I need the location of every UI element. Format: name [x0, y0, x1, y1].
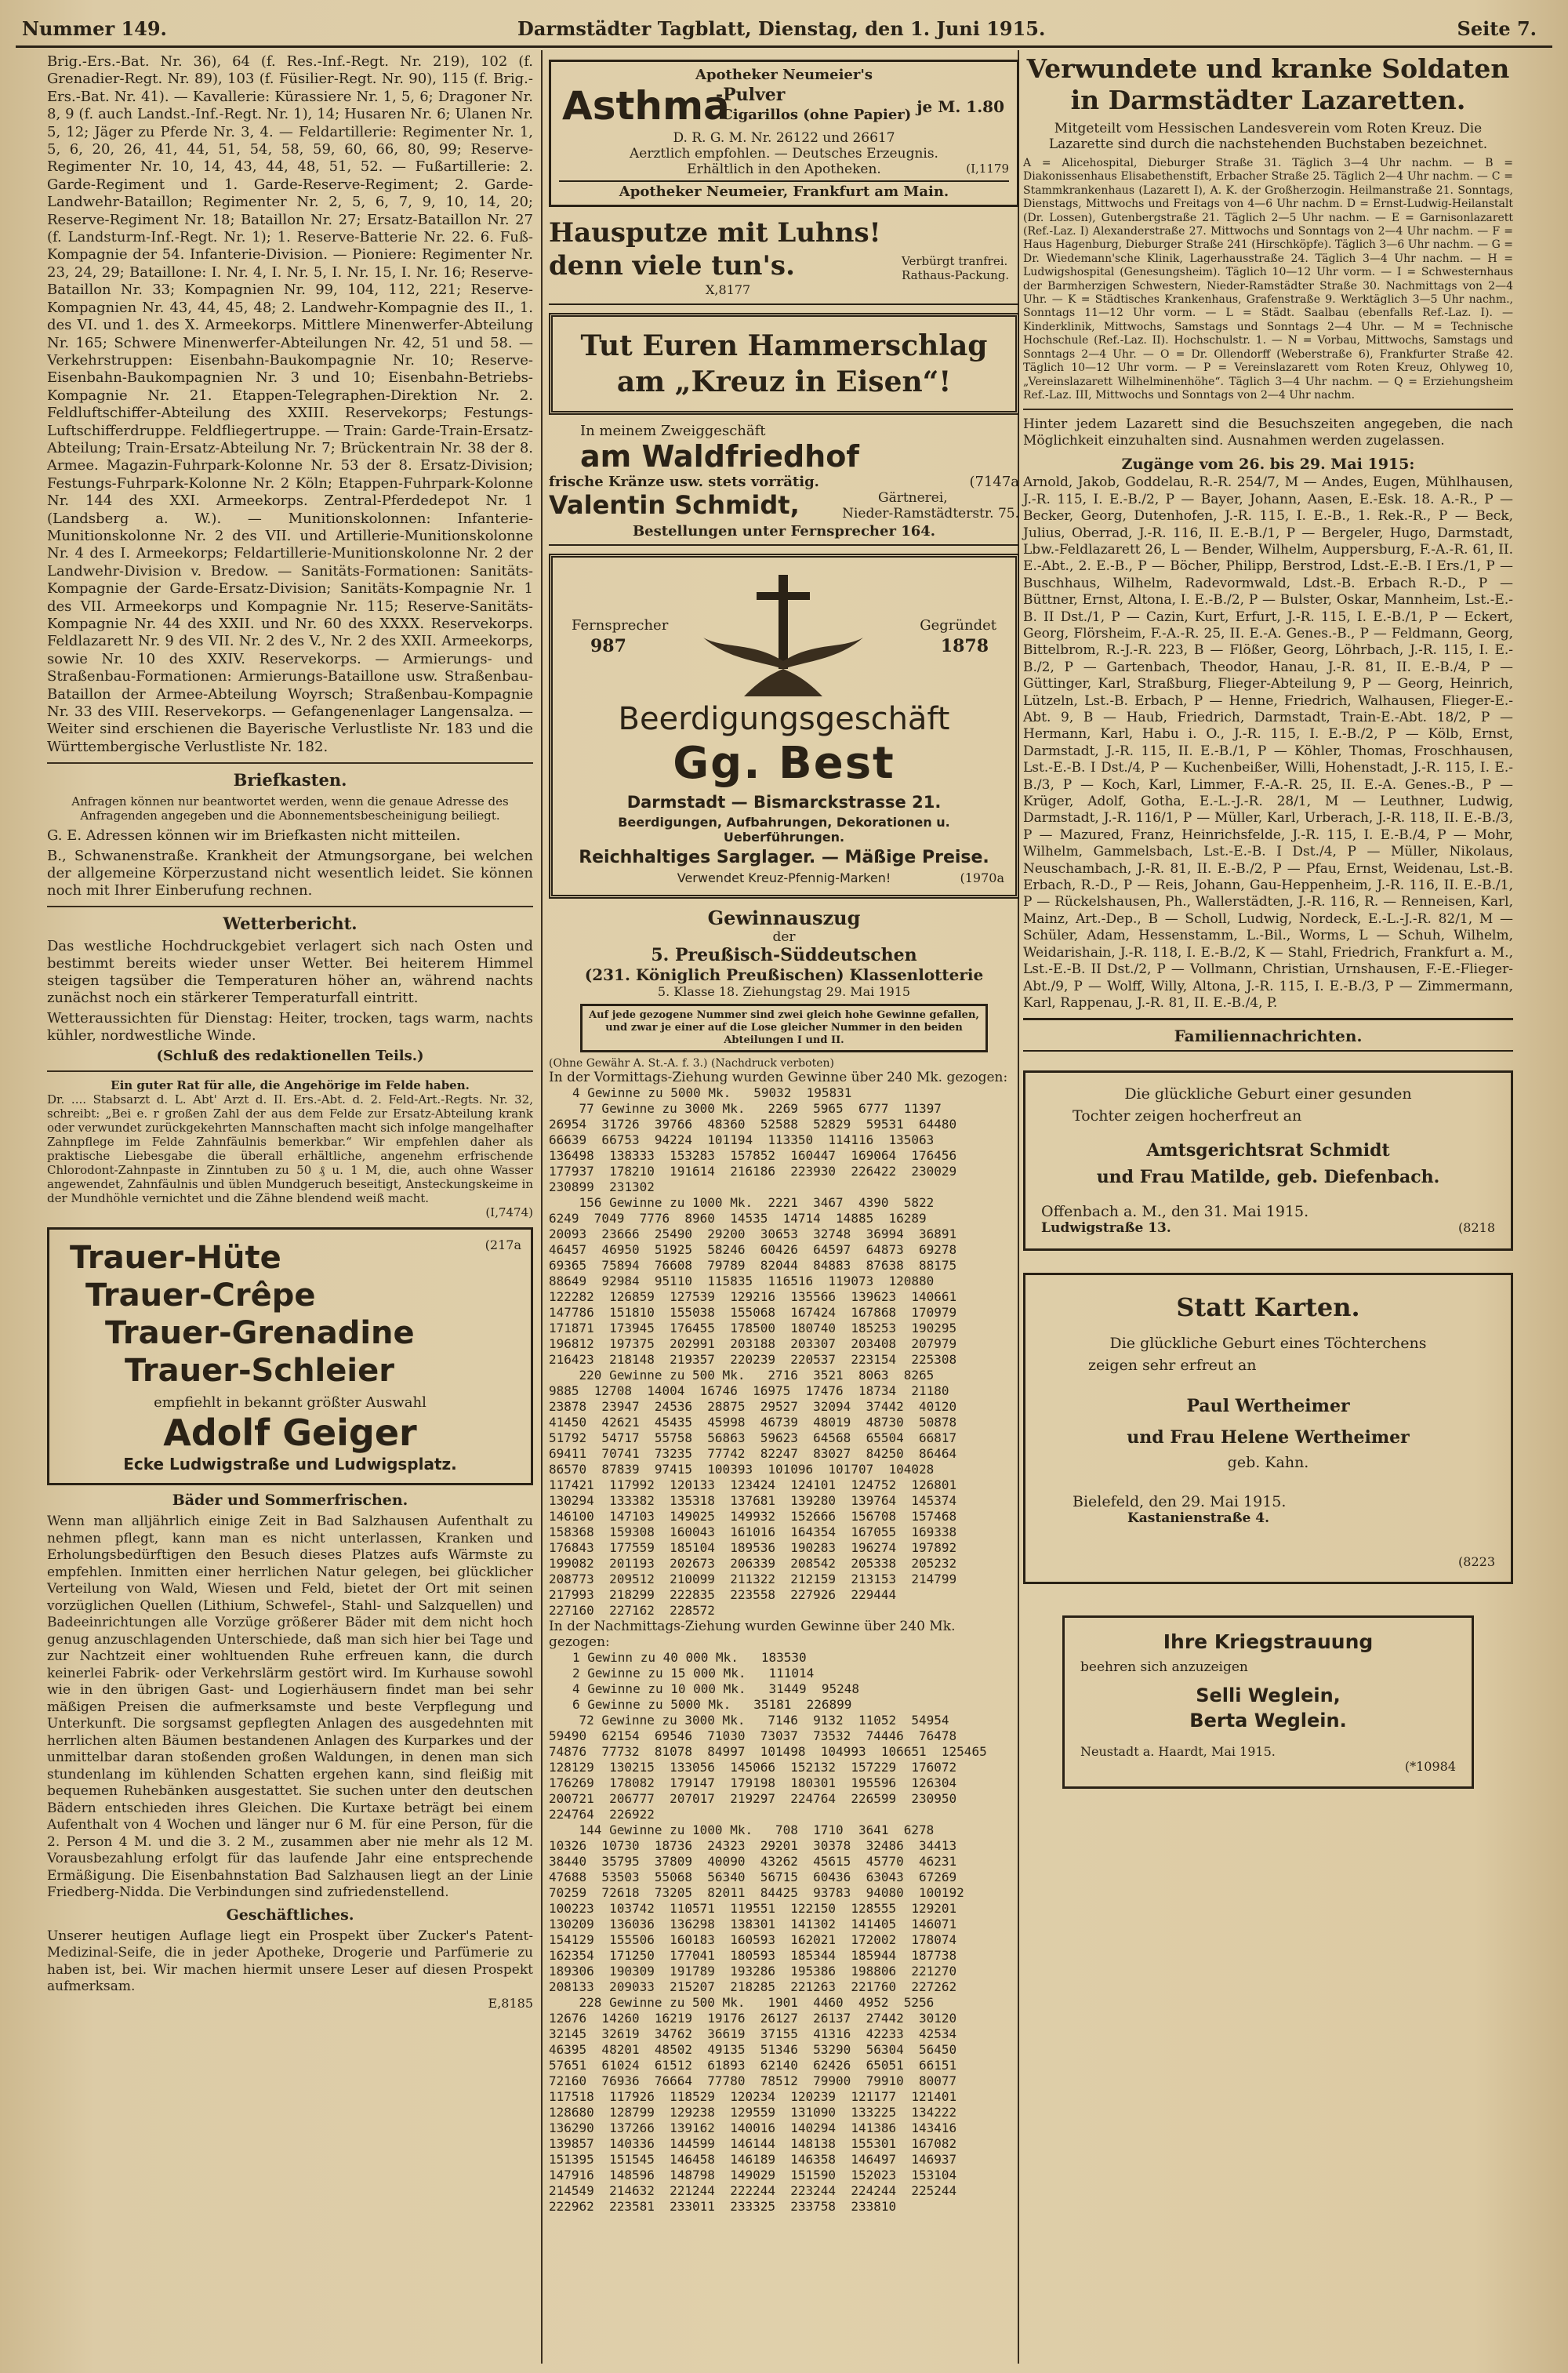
ann2-street: Kastanienstraße 4.	[1127, 1510, 1270, 1527]
asthma-line-2: Erhältlich in den Apotheken.	[687, 162, 881, 177]
wald-address: Nieder-Ramstädterstr. 75.	[842, 506, 1019, 521]
ann3-name-2: Berta Weglein.	[1189, 1710, 1347, 1732]
vorm-500: 220 Gewinne zu 500 Mk. 2716 3521 8063 8265 9885 12708 14004 16746 16975 17476 18734 21180 23878 23947 24536 28875 29527 32094 37442 40120 41450 42621 45435 45998 46739 48019 48730 50878 51792 54717 55758 56863 59623 64568 65504 66817 69411 70741 73235 77742 82247 83027 84250 86464 86570 87839 97415 100393 101096 101707 104028 117421 117992 120133 123424 124101 124752 126801 130294 133382 135318 137681 139280 139764 145374 146100 147103 149025 149932 152666 156708 157468 158368 159308 160043 161016 164354 167055 169338 176843 177559 185104 189536 190283 196274 197892 199082 201193 202673 206339 208542 205338 205232 208773 209512 210099 211322 212159 213153 214799 217993 218299 222835 223558 227926 229444 227160 227162 228572	[549, 1368, 957, 1618]
waldfriedhof-ad	[549, 423, 1019, 546]
geschaeft-title: Geschäftliches.	[226, 1906, 354, 1924]
wald-row-1	[549, 474, 1019, 490]
trauer-line-3: Trauer-Grenadine	[105, 1315, 415, 1352]
ann2-name-2: und Frau Helene Wertheimer	[1127, 1427, 1410, 1448]
best-ad	[549, 554, 1019, 899]
nachm-500: 228 Gewinne zu 500 Mk. 1901 4460 4952 5256 12676 14260 16219 19176 26127 26137 27442 30120 32145 32619 34762 36619 37155 41316 42233 42534 46395 48201 48502 49135 51346 53290 56304 56450 57651 61024 61512 61893 62140 62426 65051 66151 72160 76936 76664 77780 78512 79900 79910 80077 117518 117926 118529 120234 120239 121177 121401 128680 128799 129238 129559 131090 133225 134222 136290 137266 139162 140016 140294 141386 143416 139857 140336 144599 146144 148138 155301 167082 151395 151545 146458 146189 146358 146497 146937 147916 148596 148798 149029 151590 152023 153104 214549 214632 221244 222244 223244 224244 225244 222962 223581 233011 233325 233758 233810	[549, 1995, 957, 2214]
nachm-top: 1 Gewinn zu 40 000 Mk. 183530 2 Gewinne zu 15 000 Mk. 111014 4 Gewinne zu 10 000 Mk. 31449 95248 6 Gewinne zu 5000 Mk. 35181 226899	[572, 1650, 860, 1712]
asthma-word: Asthma	[562, 83, 730, 129]
asthma-drgm: D. R. G. M. Nr. 26122 und 26617	[673, 130, 895, 146]
best-founded-label: Gegründet	[920, 617, 996, 634]
geschaeft-code: E,8185	[488, 1995, 533, 2011]
wald-name: Valentin Schmidt,	[549, 490, 800, 520]
ann1-name-1: Amtsgerichtsrat Schmidt	[1146, 1140, 1390, 1161]
trauer-name: Adolf Geiger	[163, 1412, 417, 1455]
asthma-pulver: -Pulver	[716, 85, 786, 105]
advice-code: (I,7474)	[485, 1205, 533, 1220]
best-title: Beerdigungsgeschäft	[618, 701, 950, 737]
luhns-side: Verbürgt tranfrei. Rathaus-Packung.	[902, 254, 1010, 282]
wald-line-1: frische Kränze usw. stets vorrätig.	[549, 474, 819, 490]
birth-announcement-schmidt	[1023, 1070, 1513, 1251]
trauer-line-1: Trauer-Hüte	[70, 1240, 281, 1277]
best-line-1: Reichhaltiges Sarglager. — Mäßige Preise.	[579, 848, 989, 867]
luhns-line-1: Hausputze mit Luhns!	[549, 217, 881, 249]
ann1-line-2: Tochter zeigen hocherfreut an	[1073, 1107, 1302, 1125]
ann2-place: Bielefeld, den 29. Mai 1915.	[1073, 1493, 1287, 1511]
hammer-ad	[549, 313, 1019, 415]
hammer-line-1: Tut Euren Hammerschlag	[580, 329, 988, 362]
ann3-code: (*10984	[1404, 1759, 1456, 1775]
lotto-der: der	[772, 929, 796, 945]
vorm-1000: 156 Gewinne zu 1000 Mk. 2221 3467 4390 5822 6249 7049 7776 8960 14535 14714 14885 16289 20093 23666 25490 29200 30653 32748 36994 36891 46457 46950 51925 58246 60426 64597 64873 69278 69365 75894 76608 79789 82044 84883 87638 88175 88649 92984 95110 115835 116516 119073 120880 122282 126859 127539 129216 135566 139623 140661 147786 151810 155038 155068 167424 167868 170979 171871 173945 176455 178500 180740 185253 190295 196812 197375 202991 203188 203307 203408 207979 216423 218148 219357 220239 220537 223154 225308	[549, 1195, 957, 1367]
lazarett-key: A = Alicehospital, Dieburger Straße 31. Täglich 3—4 Uhr nachm. — B = Diakonissenhaus Elisabethenstift, Erbacher Straße 25. Täglich 2—4 Uhr nachm. — C = Stammkrankenhaus (Lazarett I), A. K. der Großherzogin. Heilmanstraße 21. Sonntags, Dienstags, Mittwochs und Freitags von 4—6 Uhr nachm. D = Ernst-Ludwig-Heilanstalt (Dr. Lossen), Gutenbergstraße 21. Täglich 2—5 Uhr nachm. — E = Garnisonlazarett (Ref.-Laz. I) Alexanderstraße 27. Mittwochs und Sonntags von 2—4 Uhr nachm. — F = Haus Hagenburg, Dieburger Straße 241 (Hirschköpfe). Täglich 3—6 Uhr nachm. — G = Dr. Wiedemann'sche Klinik, Lagerhausstraße 24. Täglich 3—4 Uhr nachm. — H = Ludwigshospital (Genesungsheim). Täglich 10—12 Uhr vorm. — I = Schwesternhaus der Barmherzigen Schwestern, Nieder-Ramstädter Straße 30. Nachmittags von 2—4 Uhr. — K = Städtisches Krankenhaus, Grafenstraße 9. Werktäglich 3—5 Uhr nachm., Sonntags 11—12 Uhr vorm. — L = Städt. Saalbau (ebenfalls Ref.-Laz. I). — Kinderklinik, Mittwochs, Samstags und Sonntags 2—4 Uhr. — M = Technische Hochschule (Ref.-Laz. II). Hochschulstr. 1. — N = Vorbau, Mittwochs, Samstags und Sonntags 2—4 Uhr. — O = Dr. Ollendorff (Weberstraße 6), Frankfurter Straße 42. Täglich 10—12 Uhr vorm. — P = Vereinslazarett vom Roten Kreuz, Ohlyweg 10, „Vereinslazarett Wilhelminenhöhe“. Täglich 3—4 Uhr nachm. — Q = Erziehungsheim Ref.-Laz. III, Mittwochs und Sonntags von 2—4 Uhr nachm.	[1023, 157, 1513, 402]
wald-intro: In meinem Zweiggeschäft	[580, 423, 766, 439]
nachm-1000: 144 Gewinne zu 1000 Mk. 708 1710 3641 6278 10326 10730 18736 24323 29201 30378 32486 34413 38440 35795 37809 40090 43262 45615 45770 46231 47688 53503 55068 56340 56715 60436 63043 67269 70259 72618 73205 82011 84425 93783 94080 100192 100223 103742 110571 119551 122150 128555 129201 130209 136036 136298 138301 141302 141405 146071 154129 155506 160183 160593 162021 172002 178074 162354 171250 177041 180593 185344 185944 187738 189306 190309 191789 193286 195386 198806 221270 208133 209033 215207 218285 221263 221760 227262	[549, 1822, 964, 1994]
best-name: Gg. Best	[673, 738, 895, 789]
best-founded: 1878	[940, 636, 989, 656]
column-right	[1023, 53, 1513, 1789]
best-services: Beerdigungen, Aufbahrungen, Dekorationen u. Ueberführungen.	[618, 815, 950, 845]
best-top-row	[564, 567, 1004, 700]
luhns-line-2: denn viele tun's.	[549, 250, 795, 282]
trauer-line-4: Trauer-Schleier	[125, 1353, 394, 1390]
ann1-line-1: Die glückliche Geburt einer gesunden	[1124, 1085, 1412, 1103]
masthead-date: Darmstädter Tagblatt, Dienstag, den 1. Juni 1915.	[517, 17, 1046, 40]
asthma-line-1: Aerztlich empfohlen. — Deutsches Erzeugnis.	[630, 146, 938, 162]
lazarett-intro: Mitgeteilt vom Hessischen Landesverein vom Roten Kreuz. Die Lazarette sind durch die nachstehenden Buchstaben bezeichnet.	[1048, 121, 1488, 152]
nachm-3000: 72 Gewinne zu 3000 Mk. 7146 9132 11052 54954 59490 62154 69546 71030 73037 73532 74446 76478 74876 77732 81078 84997 101498 104993 106651 125465 128129 130215 133056 145066 152132 157229 176072 176269 178082 179147 179198 180301 195596 126304 200721 206777 207017 219297 224764 226599 230950 224764 226922	[549, 1713, 987, 1822]
baeder-text: Wenn man alljährlich einige Zeit in Bad Salzhausen Aufenthalt zu nehmen pflegt, kann man es nicht unterlassen, Kranken und Erholungsbedürftigen den Besuch dieses Platzes aufs Wärmste zu empfehlen. Inmitten einer herrlichen Natur gelegen, bei glücklicher Verteilung von Wald, Wiesen und Feld, bietet der Ort mit seinen vorzüglichen Quellen (Lithium, Schwefel-, Stahl- und Salzquellen) und Badeeinrichtungen alle Vorzüge größerer Bäder mit dem nicht hoch genug anzuschlagenden Unterschiede, daß man sich hier bei Tage und zur Nachtzeit einer wohltuenden Ruhe erfreuen kann, die durch keinerlei Fabrik- oder Verkehrslärm gestört wird. Im Kurhause sowohl wie in den übrigen Gast- und Logierhäusern findet man bei sehr mäßigen Preisen die aufmerksamste und beste Verpflegung und Unterkunft. Die sorgsamst gepflegten Anlagen des ausgedehnten mit herrlichen alten Bäumen bestandenen Anlagen des Kurparkes und der unmittelbar daran stoßenden großen Waldungen, in denen man sich stundenlang im kühlenden Schatten ergehen kann, sind fleißig mit bequemen Ruhebänken ausgestattet. Sie suchen unter den deutschen Bädern entschieden ihres Gleichen. Die Kurtaxe beträgt bei einem Aufenthalt von 4 Wochen und länger nur 6 M. für eine Person, für die 2. Person 4 M. und die 3. 2 M., zusammen aber nie mehr als 12 M. Vorausbezahlung erfolgt für das laufende Jahr eine entsprechende Ermäßigung. Die Eisenbahnstation Bad Salzhausen liegt an der Linie Friedberg-Nidda. Die Verbindungen sind zufriedenstellend.	[47, 1514, 533, 1901]
asthma-code: (I,1179	[966, 162, 1009, 176]
ann3-place: Neustadt a. Haardt, Mai 1915.	[1080, 1744, 1276, 1760]
briefkasten-answer-2: B., Schwanenstraße. Krankheit der Atmungsorgane, bei welchen der allgemeine Körperzustand nicht wesentlich leidet. Sie können noch mit Ihrer Einberufung rechnen.	[47, 848, 533, 899]
asthma-top: Apotheker Neumeier's	[695, 67, 873, 83]
lotto-box: Auf jede gezogene Nummer sind zwei gleich hohe Gewinne gefallen, und zwar je einer auf die Lose gleicher Nummer in den beiden Abteilungen I und II.	[580, 1004, 988, 1052]
divider	[47, 906, 533, 907]
ann2-name-1: Paul Wertheimer	[1186, 1396, 1350, 1417]
briefkasten-note: Anfragen können nur beantwortet werden, wenn die genaue Adresse des Anfragenden angegeben und die Abonnementsbescheinigung beiliegt.	[71, 794, 509, 823]
briefkasten-title: Briefkasten.	[233, 770, 347, 790]
asthma-bottom: Apotheker Neumeier, Frankfurt am Main.	[559, 180, 1009, 200]
asthma-ad	[549, 60, 1019, 207]
zugang-title: Zugänge vom 26. bis 29. Mai 1915:	[1121, 456, 1415, 474]
end-editorial: (Schluß des redaktionellen Teils.)	[156, 1048, 424, 1065]
best-phone: 987	[590, 636, 626, 656]
advice-text: Dr. .... Stabsarzt d. L. Abt' Arzt d. II. Ers.-Abt. d. 2. Feld-Art.-Regts. Nr. 32, schreibt: „Bei e. r großen Zahl der aus dem Felde zur Ersatz-Abteilung krank oder verwundet zurückgekehrten Mannschaften macht sich infolge mangelhafter Zahnpflege im Felde Zahnfäulnis bemerkbar.“ Wir empfehlen daher als praktische Liebesgabe die überall erhältliche, angenehm erfrischende Chlorodont-Zahnpaste in Zinntuben zu 50 ₰ u. 1 M, die, auch ohne Wasser angewendet, Zahnfäulnis und üblen Mundgeruch beseitigt, Ansteckungskeime in der Mundhöhle vernichtet und die Zähne blendend weiß macht.	[47, 1092, 533, 1206]
asthma-line-2-row	[559, 162, 1009, 177]
ann2-geb: geb. Kahn.	[1227, 1454, 1309, 1472]
cross-palm-icon	[697, 567, 869, 700]
vorm-intro: In der Vormittags-Ziehung wurden Gewinne über 240 Mk. gezogen:	[549, 1070, 1008, 1085]
trauer-sub: empfiehlt in bekannt größter Auswahl	[154, 1394, 426, 1412]
trauer-line-2: Trauer-Crêpe	[85, 1277, 316, 1314]
asthma-row	[559, 83, 1009, 130]
best-address: Darmstadt — Bismarckstrasse 21.	[626, 793, 942, 812]
baeder-title: Bäder und Sommerfrischen.	[172, 1492, 408, 1510]
military-list: Brig.-Ers.-Bat. Nr. 36), 64 (f. Res.-Inf.-Regt. Nr. 219), 102 (f. Grenadier-Regt. Nr. 89), 103 (f. Füsilier-Regt. Nr. 90), 115 (f. Brig.-Ers.-Bat. Nr. 41). — Kavallerie: Kürassiere Nr. 1, 5, 6; Dragoner Nr. 8, 9 (f. auch Landst.-Inf.-Regt. Nr. 1), 14; Husaren Nr. 6; Ulanen Nr. 5, 12; Jäger zu Pferde Nr. 3, 4. — Feldartillerie: Regimenter Nr. 1, 5, 6, 20, 26, 41, 44, 51, 54, 58, 59, 60, 66, 80, 99; Reserve-Regimenter Nr. 10, 14, 43, 44, 48, 51, 52. — Fußartillerie: 2. Garde-Regiment und 1. Garde-Reserve-Regiment; 2. Garde-Landwehr-Bataillon; Regimenter Nr. 2, 5, 6, 7, 9, 10, 14, 20; Reserve-Regiment Nr. 18; Bataillon Nr. 27; Ersatz-Bataillon Nr. 27 (f. Landsturm-Inf.-Regt. Nr. 1); 1. Reserve-Batterie Nr. 22. 6. Fuß-Kompagnie der 54. Infanterie-Division. — Pioniere: Regimenter Nr. 23, 24, 29; Bataillone: I. Nr. 4, I. Nr. 5, I. Nr. 15, I. Nr. 16; Reserve-Bataillon Nr. 33; Kompagnien Nr. 99, 104, 112, 221; Reserve-Kompagnien Nr. 43, 44, 45, 48; 2. Landwehr-Kompagnie des II., 1. des VI. und 1. des X. Armeekorps. Mittlere Minenwerfer-Abteilung Nr. 165; Schwere Minenwerfer-Abteilungen Nr. 42, 51 und 58. — Verkehrstruppen: Eisenbahn-Baukompagnie Nr. 10; Reserve-Eisenbahn-Baukompagnien Nr. 3 und 10; Eisenbahn-Betriebs-Kompagnie Nr. 21. Etappen-Telegraphen-Direktion Nr. 2. Feldluftschiffer-Abteilung des XXIII. Reservekorps; Festungs-Luftschifferdruppe. Feldfliegertruppe. — Train: Garde-Train-Ersatz-Abteilung; Train-Ersatz-Abteilung Nr. 7; Brückentrain Nr. 38 der 8. Armee. Magazin-Fuhrpark-Kolonne Nr. 53 der 8. Ersatz-Division; Festungs-Fuhrpark-Kolonne Nr. 2 Köln; Etappen-Fuhrpark-Kolonne Nr. 144 des XXI. Armeekorps. Zentral-Pferdedepot Nr. 1 (Landsberg a. W.). — Munitionskolonnen: Infanterie-Munitionskolonne Nr. 2 des VII. und Artillerie-Munitionskolonne Nr. 4 des I. Armeekorps; Feldartillerie-Munitionskolonne Nr. 2 der Landwehr-Division v. Bredow. — Sanitäts-Formationen: Sanitäts-Kompagnie der Garde-Ersatz-Division; Sanitäts-Kompagnie Nr. 1 des VII. Armeekorps und Kompagnie Nr. 115; Reserve-Sanitäts-Kompagnie Nr. 44 des XXII. und Nr. 60 des XXXX. Reservekorps. Feldlazarett Nr. 9 des VII. Nr. 2 des V., Nr. 2 des XXII. Armeekorps, sowie Nr. 10 des XXIV. Reservekorps. — Armierungs- und Straßenbau-Formationen: Armierungs-Bataillone usw. Straßenbau-Bataillon der Armee-Abteilung Woyrsch; Straßenbau-Kompagnie Nr. 33 des VIII. Reservekorps. — Gefangenenlager Langensalza. — Weiter sind erschienen die Bayerische Verlustliste Nr. 183 und die Württembergische Verlustliste Nr. 182.	[47, 53, 533, 755]
lotto-note: (Ohne Gewähr A. St.-A. f. 3.) (Nachdruck verboten)	[549, 1057, 834, 1070]
vorm-3000: 77 Gewinne zu 3000 Mk. 2269 5965 6777 11397 26954 31726 39766 48360 52588 52829 59531 64480 66639 66753 94224 101194 113350 114116 135063 136498 138333 153283 157852 160447 169064 176456 177937 178210 191614 216186 223930 226422 230029 230899 231302	[549, 1101, 957, 1194]
ann2-title: Statt Karten.	[1176, 1292, 1360, 1323]
ann1-row	[1041, 1220, 1495, 1236]
ann1-code: (8218	[1458, 1220, 1495, 1236]
divider	[47, 762, 533, 764]
lotto-line-2: (231. Königlich Preußischen) Klassenlotterie	[584, 965, 984, 984]
briefkasten-answer-1: G. E. Adressen können wir im Briefkasten nicht mitteilen.	[47, 827, 461, 845]
ann3-line-1: beehren sich anzuzeigen	[1080, 1659, 1248, 1676]
wald-code: (7147a	[969, 474, 1019, 490]
weather-forecast: Wetteraussichten für Dienstag: Heiter, trocken, tags warm, nachts kühler, nordwestliche Winde.	[47, 1010, 533, 1045]
advice-title: Ein guter Rat für alle, die Angehörige im Felde haben.	[111, 1078, 470, 1093]
divider	[1023, 1018, 1513, 1020]
lazarett-hint: Hinter jedem Lazarett sind die Besuchszeiten angegeben, die nach Möglichkeit einzuhalten sind. Ausnahmen werden zugelassen.	[1023, 416, 1513, 449]
geschaeft-text: Unserer heutigen Auflage liegt ein Prospekt über Zucker's Patent-Medizinal-Seife, die in jeder Apotheke, Drogerie und Parfümerie zu haben ist, bei. Wir machen hiermit unsere Leser auf diesen Prospekt aufmerksam.	[47, 1928, 533, 1995]
lazarett-title-2: in Darmstädter Lazaretten.	[1070, 85, 1466, 115]
issue-number: Nummer 149.	[22, 17, 167, 40]
ann2-line-2: zeigen sehr erfreut an	[1088, 1357, 1257, 1375]
best-line-2-row	[564, 870, 1004, 885]
ann1-place: Offenbach a. M., den 31. Mai 1915.	[1041, 1203, 1309, 1221]
family-title: Familiennachrichten.	[1023, 1027, 1513, 1052]
lazarett-title-1: Verwundete und kranke Soldaten	[1026, 53, 1510, 84]
column-left	[47, 53, 533, 2011]
ann1-street: Ludwigstraße 13.	[1041, 1220, 1171, 1237]
trauer-code: (217a	[485, 1237, 521, 1253]
page-number: Seite 7.	[1457, 17, 1537, 40]
page-header	[16, 14, 1552, 48]
wald-row-2	[549, 490, 1019, 523]
divider	[47, 1070, 533, 1072]
column-rule-1	[541, 50, 543, 2364]
asthma-cig: -Cigarillos (ohne Papier)	[716, 107, 912, 123]
vorm-4: 4 Gewinne zu 5000 Mk. 59032 195831	[572, 1085, 852, 1100]
luhns-code: X,8177	[706, 282, 751, 297]
trauer-address: Ecke Ludwigstraße und Ludwigsplatz.	[123, 1455, 457, 1474]
ann3-name-1: Selli Weglein,	[1196, 1684, 1341, 1707]
luhns-ad	[549, 213, 1019, 305]
hammer-line-2: am „Kreuz in Eisen“!	[616, 365, 952, 398]
best-phone-label: Fernsprecher	[572, 617, 669, 634]
wald-trade: Gärtnerei,	[878, 490, 948, 506]
trauer-ad	[47, 1227, 533, 1485]
nachm-intro: In der Nachmittags-Ziehung wurden Gewinne über 240 Mk. gezogen:	[549, 1619, 956, 1650]
wald-title: am Waldfriedhof	[580, 439, 859, 474]
birth-announcement-wertheimer	[1023, 1273, 1513, 1584]
best-line-2: Verwendet Kreuz-Pfennig-Marken!	[677, 870, 891, 885]
ann2-code: (8223	[1458, 1554, 1495, 1570]
lotto-line-3: 5. Klasse 18. Ziehungstag 29. Mai 1915	[657, 984, 911, 999]
weather-title: Wetterbericht.	[223, 914, 358, 934]
zugang-list: Arnold, Jakob, Goddelau, R.-R. 254/7, M — Andes, Eugen, Mühlhausen, J.-R. 115, I. E.-B./2, P — Bayer, Johann, Aasen, E.-Esk. 18. A.-R., P — Becker, Georg, Dutenhofen, J.-R. 115, I. E.-B., 1. Rek.-R., P — Beck, Julius, Oberrad, J.-R. 116, II. E.-B./1, P — Bergeler, Hugo, Darmstadt, Lbw.-Feldlazarett 26, L — Bender, Wilhelm, Auppersburg, F.-A.-R. 61, II. E.-Abt., 2. E.-B., P — Böcher, Philipp, Berstrod, Ldst.-E.-B. I Ers./1, P — Buschhaus, Wilhelm, Radevormwald, Ldst.-B. Erbach R.-D., P — Büttner, Ernst, Altona, I. E.-B./2, P — Bulster, Oskar, Mannheim, Lst.-E.-B. II Dst./1, P — Cazin, Kurt, Erfurt, J.-R. 115, I. E.-B./1, P — Eckert, Georg, Flörsheim, F.-A.-R. 25, II. E.-A. Genes.-B., P — Feldmann, Georg, Bittelbrom, R.-J.-R. 223, B — Flößer, Georg, Löhrbach, J.-R. 115, I. E.-B./2, P — Gartenbach, Theodor, Hanau, J.-R. 81, II. E.-B./4, P — Güttinger, Karl, Straßburg, Flieger-Abteilung 9, P — Georg, Heinrich, Lützeln, Lst.-B. Erbach, P — Henne, Friedrich, Walhausen, Flieger-E.-Abt. 9, B — Haub, Friedrich, Darmstadt, Train-E.-Abt. 18/2, P — Hermann, Karl, Habu i. O., J.-R. 115, I. E.-B./2, P — Kölb, Ernst, Darmstadt, J.-R. 115, II. E.-B./1, P — Köhler, Thomas, Froschhausen, Lst.-E.-B. I Dst./4, P — Kuchenbeißer, Willi, Hohenstadt, J.-R. 115, I. E.-B./3, P — Koch, Karl, Limmer, F.-A.-R. 25, II. E.-A. Genes.-B., P — Krüger, Adolf, Gotha, E.-L.-J.-R. 28/1, M — Leuthner, Ludwig, Darmstadt, J.-R. 116/1, P — Müller, Karl, Urberach, J.-R. 118, II. E.-B./3, P — Mazured, Franz, Heinrichsfelde, J.-R. 115, I. E.-B./4, P — Mohr, Wilhelm, Gammelsbach, Lst.-E.-B. I Dst./4, P — Müller, Nikolaus, Neuschambach, J.-R. 81, II. E.-B./2, P — Pfau, Ernst, Weidenau, Lst.-B. Erbach, R.-D., P — Reis, Johann, Gau-Heppenheim, J.-R. 116, II. E.-B./1, P — Rückelshausen, Ph., Wallerstädten, J.-R. 116, R. — Renneisen, Karl, Mainz, Art.-Dep., B — Scholl, Ludwig, Nordeck, E.-L.-J.-R. 82/1, M — Schüler, Adam, Hessenstamm, L.-Bil., Worms, L — Schuh, Wilhelm, Weidarishain, J.-R. 118, I. E.-B./2, K — Stahl, Friedrich, Frankfurt a. M., Lst.-E.-B. II Dst./2, P — Vollmann, Christian, Urnshausen, F.-E.-Flieger-Abt./9, P — Wolff, Willy, Altona, J.-R. 115, I. E.-B./3, P — Zimmermann, Karl, Rappenau, J.-R. 81, II. E.-B./4, P.	[1023, 474, 1513, 1011]
lotto-line-1: 5. Preußisch-Süddeutschen	[651, 945, 917, 965]
asthma-price: je M. 1.80	[916, 97, 1004, 116]
best-code: (1970a	[960, 870, 1004, 885]
ann2-line-1: Die glückliche Geburt eines Töchterchens	[1109, 1335, 1427, 1353]
wedding-announcement-weglein	[1062, 1615, 1474, 1789]
divider	[1023, 409, 1513, 410]
ann1-name-2: und Frau Matilde, geb. Diefenbach.	[1096, 1167, 1440, 1188]
wald-phone: Bestellungen unter Fernsprecher 164.	[632, 523, 936, 540]
column-middle	[549, 53, 1019, 2215]
ann3-title: Ihre Kriegstrauung	[1163, 1630, 1374, 1654]
weather-text: Das westliche Hochdruckgebiet verlagert sich nach Osten und bestimmt bereits wieder unser Wetter. Bei heiterem Himmel steigen tagsüber die Temperaturen höher an, während nachts zunächst noch ein stärkerer Temperaturfall eintritt.	[47, 938, 533, 1007]
lotto-title: Gewinnauszug	[707, 907, 861, 929]
